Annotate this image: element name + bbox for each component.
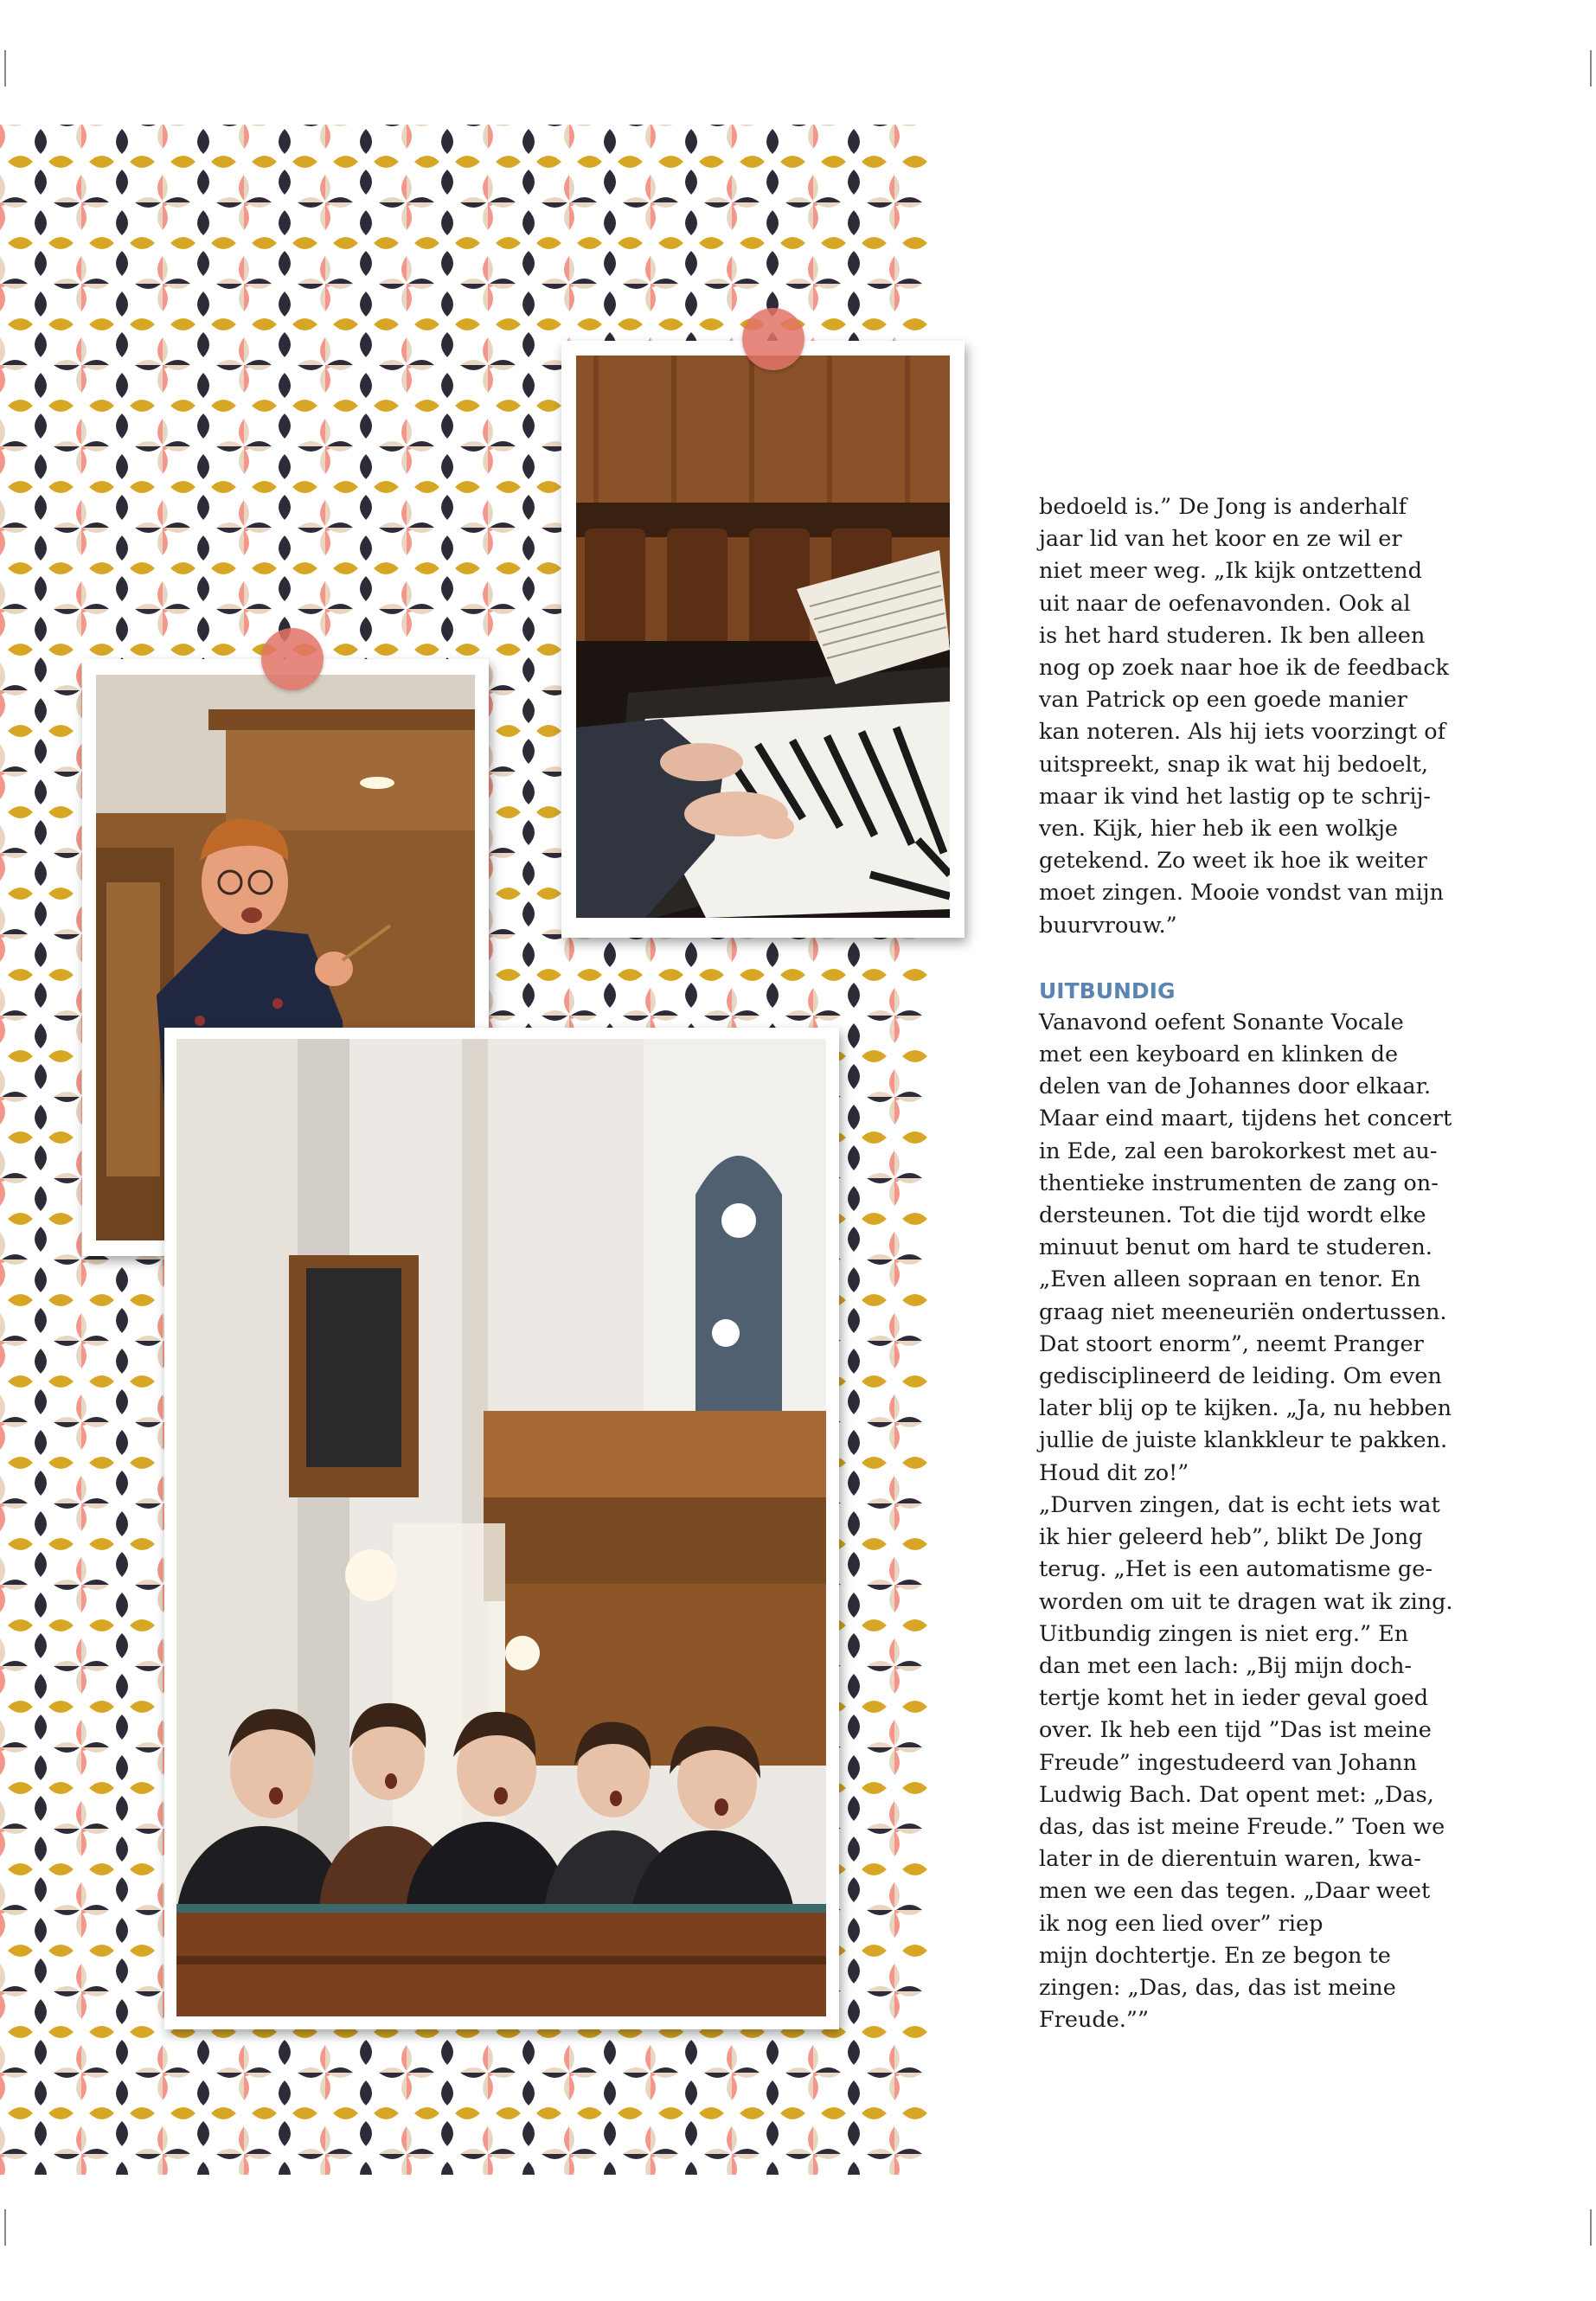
article-line: Maar eind maart, tijdens het concert <box>1039 1106 1452 1132</box>
piano-photo <box>561 341 965 938</box>
article-line: is het hard studeren. Ik ben alleen <box>1039 622 1426 649</box>
article-line: men we een das tegen. „Daar weet <box>1039 1878 1431 1905</box>
article-line: getekend. Zo weet ik hoe ik weiter <box>1039 848 1427 875</box>
article-line: ven. Kijk, hier heb ik een wolkje <box>1039 816 1399 843</box>
article-line: dersteunen. Tot die tijd wordt elke <box>1039 1202 1426 1229</box>
article-line: met een keyboard en klinken de <box>1039 1042 1399 1068</box>
article-line: Ludwig Bach. Dat opent met: „Das, <box>1039 1781 1434 1808</box>
article-line: Uitbundig zingen is niet erg.” En <box>1039 1620 1409 1647</box>
article-line: worden om uit te dragen wat ik zing. <box>1039 1588 1453 1615</box>
article-line: van Patrick op een goede manier <box>1039 687 1407 714</box>
article-line: maar ik vind het lastig op te schrij- <box>1039 783 1432 810</box>
article-line: jaar lid van het koor en ze wil er <box>1039 526 1402 553</box>
article-line: jullie de juiste klankkleur te pakken. <box>1039 1427 1448 1454</box>
article-line: gedisciplineerd de leiding. Om even <box>1039 1363 1442 1390</box>
article-line: das, das ist meine Freude.” Toen we <box>1039 1813 1445 1840</box>
article-line: buurvrouw.” <box>1039 912 1177 939</box>
article-line: uit naar de oefenavonden. Ook al <box>1039 590 1411 617</box>
article-line: niet meer weg. „Ik kijk ontzettend <box>1039 558 1422 585</box>
article-line: Freude.”” <box>1039 2007 1149 2034</box>
article-line: later in de dierentuin waren, kwa- <box>1039 1846 1421 1873</box>
article-line: Houd dit zo!” <box>1039 1459 1189 1486</box>
article-line: moet zingen. Mooie vondst van mijn <box>1039 880 1444 907</box>
crop-mark-bottom-left <box>4 2209 6 2246</box>
article-line: terug. „Het is een automatisme ge- <box>1039 1556 1433 1583</box>
article-line: mijn dochtertje. En ze begon te <box>1039 1942 1391 1969</box>
article-line: tertje komt het in ieder geval goed <box>1039 1685 1429 1712</box>
article-line: ik nog een lied over” riep <box>1039 1910 1324 1937</box>
article-line: Dat stoort enorm”, neemt Pranger <box>1039 1330 1424 1357</box>
article-line: dan met een lach: „Bij mijn doch- <box>1039 1652 1413 1679</box>
article-line: graag niet meeneuriën ondertussen. <box>1039 1298 1447 1325</box>
article-line: Freude” ingestudeerd van Johann <box>1039 1749 1418 1776</box>
article-paragraph-2 <box>1039 1007 1558 1490</box>
article-paragraph-3 <box>1039 1490 1558 2036</box>
photo-pin <box>742 308 804 370</box>
article-line: over. Ik heb een tijd ”Das ist meine <box>1039 1717 1432 1744</box>
article-line: kan noteren. Als hij iets voorzingt of <box>1039 719 1446 746</box>
choir-photo <box>164 1028 839 2029</box>
article-line: zingen: „Das, das, das ist meine <box>1039 1974 1396 2001</box>
article-line: ik hier geleerd heb”, blikt De Jong <box>1039 1524 1423 1551</box>
article-line: Vanavond oefent Sonante Vocale <box>1039 1009 1404 1035</box>
crop-mark-bottom-right <box>1590 2209 1592 2246</box>
article-line: later blij op te kijken. „Ja, nu hebben <box>1039 1395 1452 1422</box>
article-line: in Ede, zal een barokorkest met au- <box>1039 1138 1438 1164</box>
article-line: delen van de Johannes door elkaar. <box>1039 1074 1432 1100</box>
article-line: uitspreekt, snap ik wat hij bedoelt, <box>1039 751 1429 778</box>
crop-mark-top-right <box>1590 50 1592 87</box>
crop-mark-top-left <box>4 50 6 87</box>
article-column <box>1039 491 1558 2036</box>
article-line: minuut benut om hard te studeren. <box>1039 1234 1433 1261</box>
section-heading: UITBUNDIG <box>1039 977 1176 1003</box>
article-line: nog op zoek naar hoe ik de feedback <box>1039 655 1449 682</box>
photo-pin <box>261 628 324 690</box>
article-line: thentieke instrumenten de zang on- <box>1039 1170 1439 1196</box>
article-line: „Even alleen sopraan en tenor. En <box>1039 1266 1421 1293</box>
article-paragraph-1 <box>1039 491 1558 942</box>
article-line: bedoeld is.” De Jong is anderhalf <box>1039 494 1407 520</box>
article-line: „Durven zingen, dat is echt iets wat <box>1039 1491 1440 1518</box>
